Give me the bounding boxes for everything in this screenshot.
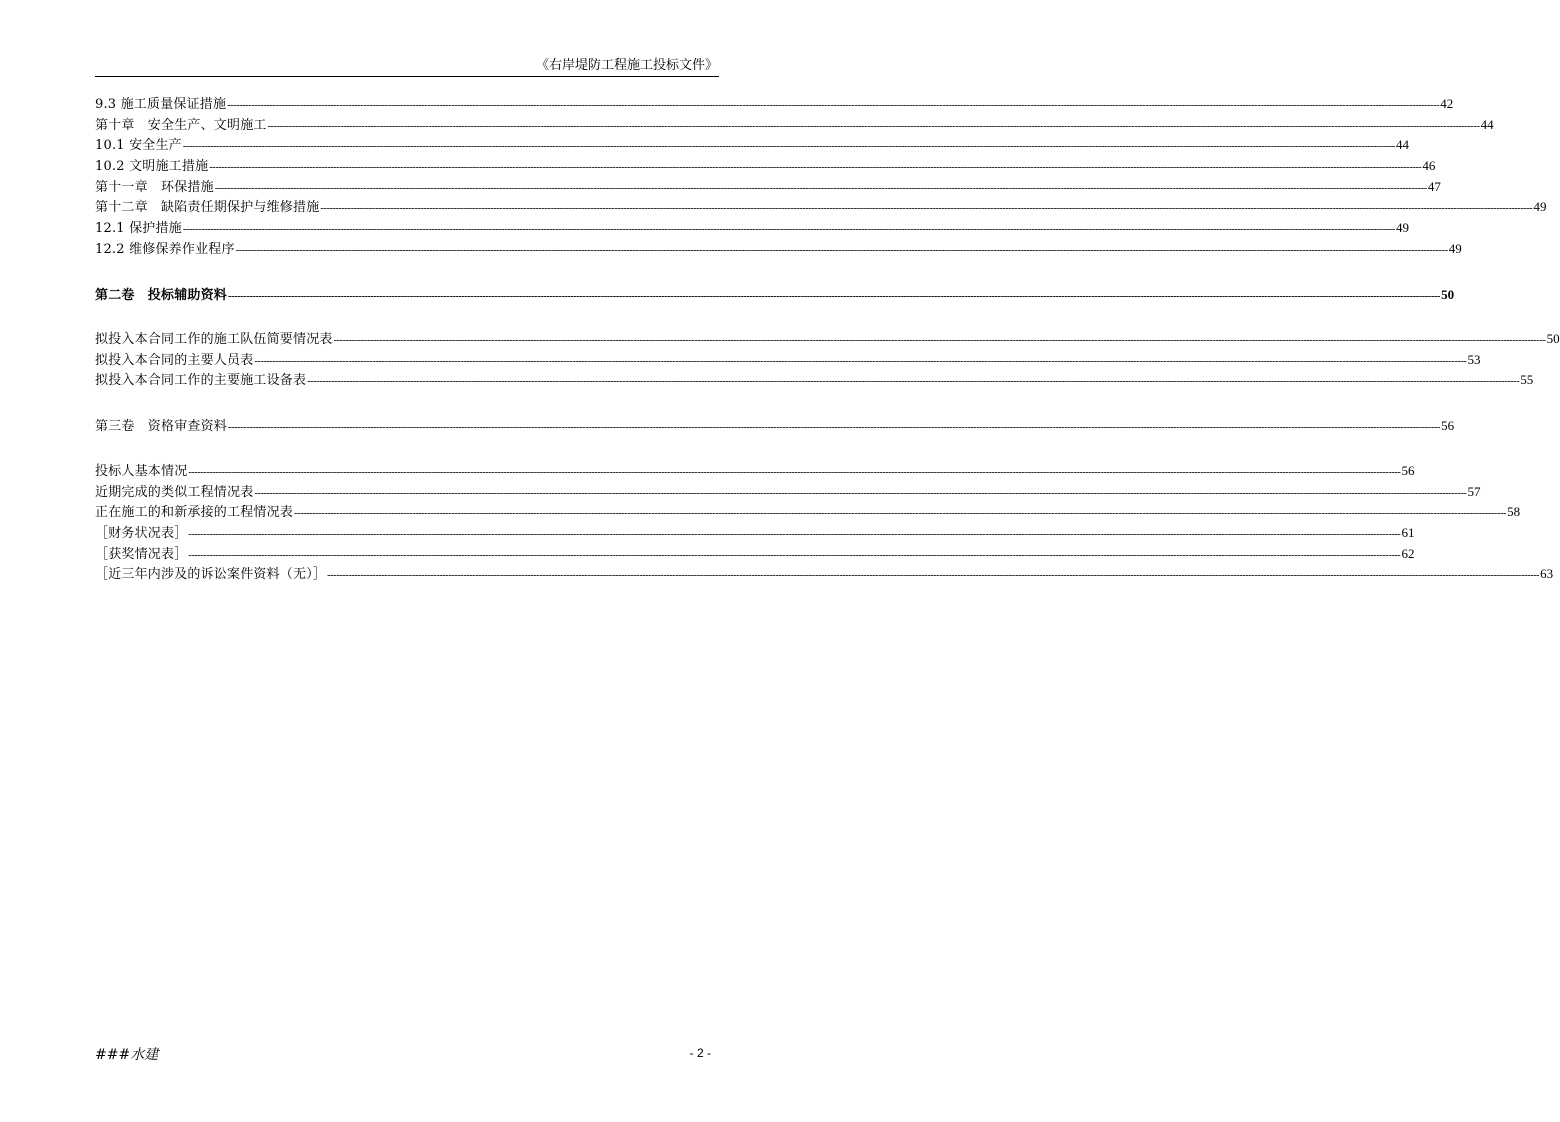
toc-entry[interactable] (95, 564, 1554, 585)
toc-leader: ---------------------------------------------------------------------------------------------------------------------------------------------------------------------------------------------------------------------------------------------------------------------------------------------------------------------------------------------------------------------------------------------------------------- (254, 487, 1467, 499)
toc-leader: ---------------------------------------------------------------------------------------------------------------------------------------------------------------------------------------------------------------------------------------------------------------------------------------------------------------------------------------------------------------------------------------------------------------- (188, 467, 1401, 478)
toc-entry-label: 12.2 维修保养作业程序 (95, 241, 235, 257)
toc-entry-label: 第三卷 资格审查资料 (95, 419, 228, 434)
toc-leader: ---------------------------------------------------------------------------------------------------------------------------------------------------------------------------------------------------------------------------------------------------------------------------------------------------------------------------------------------------------------------------------------------------------------- (267, 120, 1480, 132)
toc-entry[interactable] (95, 177, 1441, 198)
footer-company: ###水建 (95, 1047, 159, 1063)
toc-leader: ---------------------------------------------------------------------------------------------------------------------------------------------------------------------------------------------------------------------------------------------------------------------------------------------------------------------------------------------------------------------------------------------------------------- (333, 335, 1546, 346)
toc-entry[interactable] (95, 135, 1409, 156)
toc-entry[interactable] (95, 329, 1560, 350)
toc-entry-label: ［获奖情况表］ (95, 546, 188, 562)
toc-volume-heading[interactable] (95, 285, 1455, 306)
toc-entry-label: 第二卷 投标辅助资料 (95, 288, 228, 303)
toc-entry-label: 第十章 安全生产、文明施工 (95, 117, 267, 133)
toc-entry-page: 50 (1441, 287, 1455, 302)
toc-leader: ---------------------------------------------------------------------------------------------------------------------------------------------------------------------------------------------------------------------------------------------------------------------------------------------------------------------------------------------------------------------------------------------------------------- (294, 508, 1507, 520)
toc-leader: ---------------------------------------------------------------------------------------------------------------------------------------------------------------------------------------------------------------------------------------------------------------------------------------------------------------------------------------------------------------------------------------------------------------- (188, 529, 1401, 541)
toc-leader: ---------------------------------------------------------------------------------------------------------------------------------------------------------------------------------------------------------------------------------------------------------------------------------------------------------------------------------------------------------------------------------------------------------------- (228, 291, 1441, 302)
toc-entry-label: 12.1 保护措施 (95, 221, 182, 237)
toc-leader: ---------------------------------------------------------------------------------------------------------------------------------------------------------------------------------------------------------------------------------------------------------------------------------------------------------------------------------------------------------------------------------------------------------------- (182, 141, 1395, 153)
toc-entry-page: 49 (1448, 240, 1462, 256)
toc-section-1 (95, 94, 1547, 260)
toc-leader: ---------------------------------------------------------------------------------------------------------------------------------------------------------------------------------------------------------------------------------------------------------------------------------------------------------------------------------------------------------------------------------------------------------------- (327, 570, 1540, 582)
toc-entry-page: 46 (1422, 158, 1436, 174)
toc-entry-label: 第十一章 环保措施 (95, 179, 214, 195)
toc-entry[interactable] (95, 523, 1415, 544)
toc-entry-page: 62 (1401, 545, 1415, 561)
toc-entry[interactable] (95, 115, 1494, 136)
toc-entry-label: 拟投入本合同工作的主要施工设备表 (95, 373, 307, 389)
toc-leader: ---------------------------------------------------------------------------------------------------------------------------------------------------------------------------------------------------------------------------------------------------------------------------------------------------------------------------------------------------------------------------------------------------------------- (182, 224, 1395, 236)
toc-entry[interactable] (95, 218, 1409, 239)
toc-entry-page: 49 (1533, 199, 1547, 215)
toc-entry[interactable] (95, 544, 1415, 565)
toc-entry-page: 63 (1540, 566, 1554, 582)
toc-entry-page: 56 (1441, 418, 1455, 433)
toc-entry-label: ［财务状况表］ (95, 526, 188, 542)
toc-entry-page: 53 (1467, 351, 1481, 367)
toc-entry-label: 近期完成的类似工程情况表 (95, 484, 254, 500)
toc-entry[interactable] (95, 461, 1415, 482)
toc-entry-page: 47 (1427, 178, 1441, 194)
toc-entry-page: 44 (1395, 137, 1409, 153)
toc-entry[interactable] (95, 502, 1521, 523)
toc-entry[interactable] (95, 239, 1462, 260)
toc-entry-label: 10.1 安全生产 (95, 138, 182, 154)
toc-entry[interactable] (95, 156, 1436, 177)
toc-entry-page: 44 (1480, 116, 1494, 132)
toc-entry[interactable] (95, 370, 1534, 391)
toc-section-2 (95, 329, 1560, 391)
toc-entry-page: 42 (1440, 96, 1454, 111)
toc-entry-label: 投标人基本情况 (95, 464, 188, 479)
toc-entry[interactable] (95, 482, 1481, 503)
toc-entry-label: ［近三年内涉及的诉讼案件资料（无）］ (95, 567, 327, 583)
toc-section-3 (95, 461, 1554, 585)
toc-entry-page: 49 (1395, 220, 1409, 236)
toc-volume-heading[interactable] (95, 416, 1455, 437)
header-rule (95, 76, 719, 77)
toc-entry-label: 拟投入本合同工作的施工队伍简要情况表 (95, 332, 333, 347)
toc-entry-label: 第十二章 缺陷责任期保护与维修措施 (95, 200, 320, 216)
document-header-title: 《右岸堤防工程施工投标文件》 (535, 58, 718, 73)
toc-leader: ---------------------------------------------------------------------------------------------------------------------------------------------------------------------------------------------------------------------------------------------------------------------------------------------------------------------------------------------------------------------------------------------------------------- (188, 549, 1401, 561)
toc-entry-label: 正在施工的和新承接的工程情况表 (95, 505, 294, 521)
toc-leader: ---------------------------------------------------------------------------------------------------------------------------------------------------------------------------------------------------------------------------------------------------------------------------------------------------------------------------------------------------------------------------------------------------------------- (214, 182, 1427, 194)
toc-entry-page: 55 (1520, 372, 1534, 388)
toc-entry-label: 10.2 文明施工措施 (95, 159, 209, 175)
toc-leader: ---------------------------------------------------------------------------------------------------------------------------------------------------------------------------------------------------------------------------------------------------------------------------------------------------------------------------------------------------------------------------------------------------------------- (228, 422, 1441, 433)
toc-entry-label: 9.3 施工质量保证措施 (95, 97, 227, 112)
toc-entry[interactable] (95, 350, 1481, 371)
toc-leader: ---------------------------------------------------------------------------------------------------------------------------------------------------------------------------------------------------------------------------------------------------------------------------------------------------------------------------------------------------------------------------------------------------------------- (209, 162, 1422, 174)
toc-entry-page: 61 (1401, 525, 1415, 541)
toc-leader: ---------------------------------------------------------------------------------------------------------------------------------------------------------------------------------------------------------------------------------------------------------------------------------------------------------------------------------------------------------------------------------------------------------------- (254, 355, 1467, 367)
footer-page-number: - 2 - (689, 1046, 711, 1060)
toc-leader: ---------------------------------------------------------------------------------------------------------------------------------------------------------------------------------------------------------------------------------------------------------------------------------------------------------------------------------------------------------------------------------------------------------------- (227, 100, 1440, 111)
toc-entry-page: 57 (1467, 483, 1481, 499)
toc-entry-label: 拟投入本合同的主要人员表 (95, 352, 254, 368)
toc-leader: ---------------------------------------------------------------------------------------------------------------------------------------------------------------------------------------------------------------------------------------------------------------------------------------------------------------------------------------------------------------------------------------------------------------- (235, 244, 1448, 256)
toc-entry-page: 56 (1401, 463, 1415, 478)
toc-entry[interactable] (95, 197, 1547, 218)
toc-entry[interactable] (95, 94, 1454, 115)
toc-entry-page: 50 (1546, 331, 1560, 346)
toc-volume-3 (95, 416, 1455, 437)
toc-entry-page: 58 (1507, 504, 1521, 520)
toc-leader: ---------------------------------------------------------------------------------------------------------------------------------------------------------------------------------------------------------------------------------------------------------------------------------------------------------------------------------------------------------------------------------------------------------------- (307, 376, 1520, 388)
toc-volume-2 (95, 285, 1455, 306)
toc-leader: ---------------------------------------------------------------------------------------------------------------------------------------------------------------------------------------------------------------------------------------------------------------------------------------------------------------------------------------------------------------------------------------------------------------- (320, 203, 1533, 215)
